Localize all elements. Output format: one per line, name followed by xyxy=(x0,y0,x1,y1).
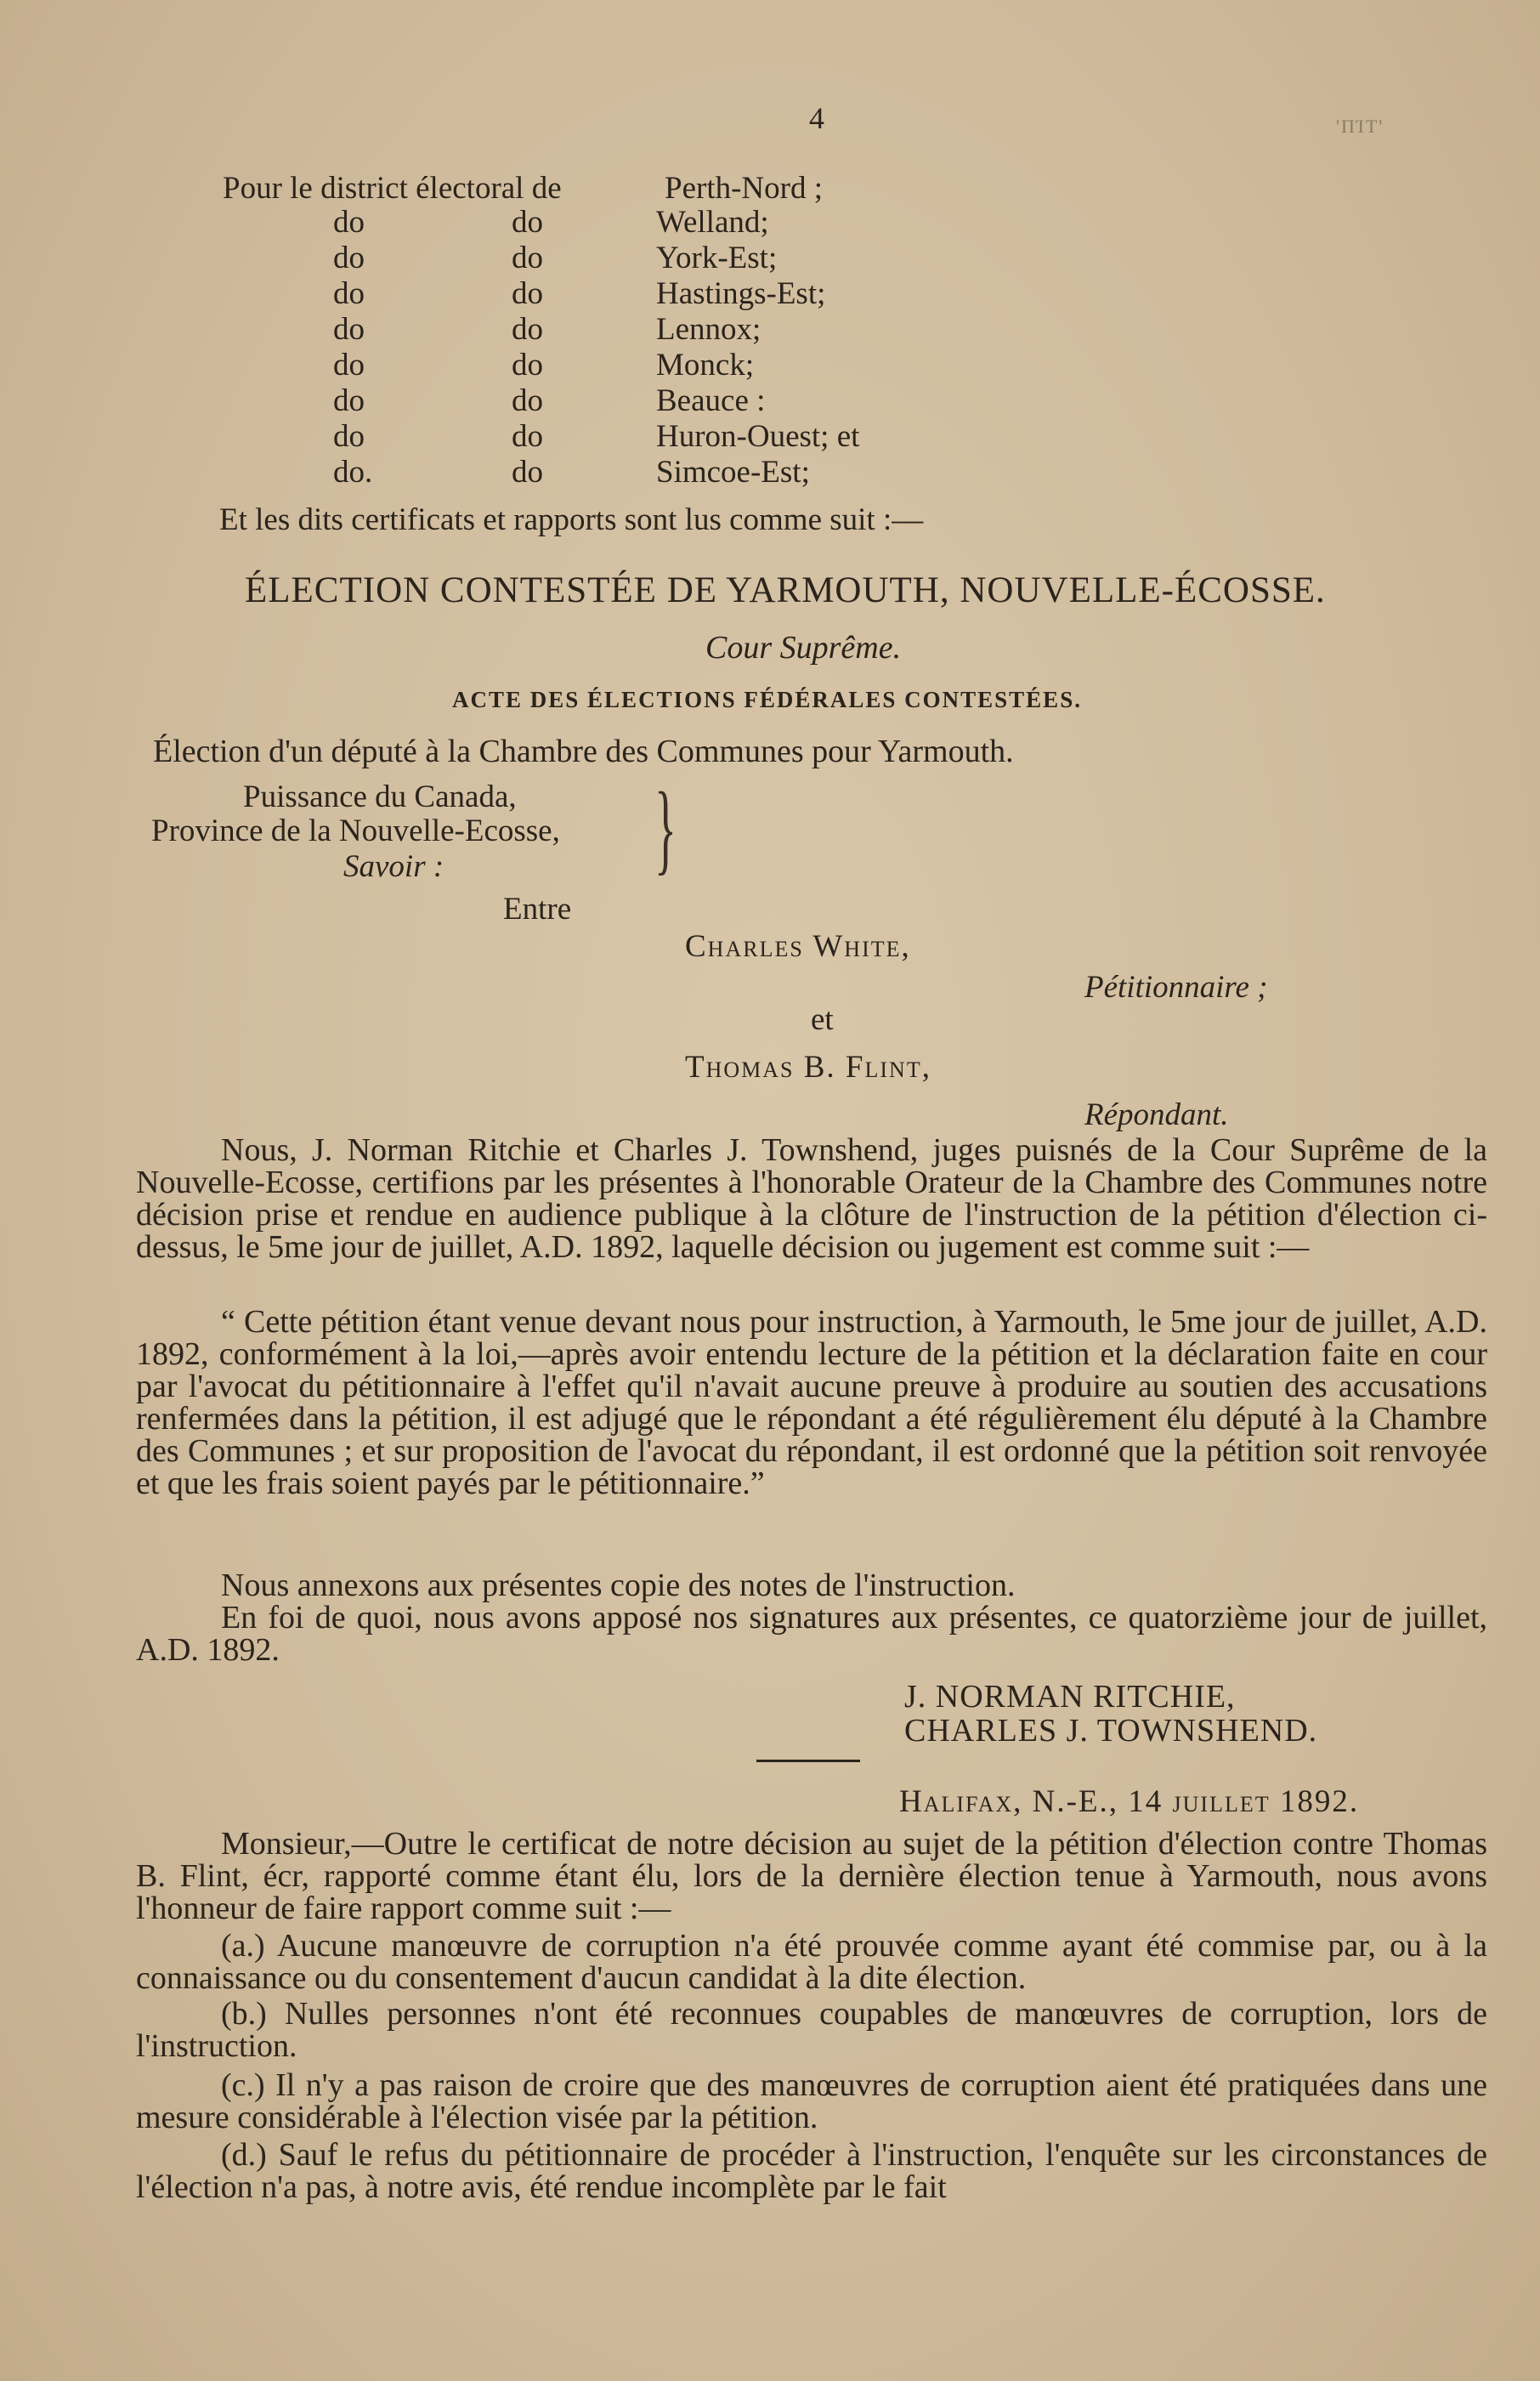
ditto-mark: do xyxy=(512,383,543,418)
letter-place-date: Halifax, N.-E., 14 juillet 1892. xyxy=(899,1784,1360,1819)
ditto-mark: do xyxy=(333,419,365,454)
separator-rule xyxy=(756,1760,860,1762)
district-name: Hastings-Est; xyxy=(656,276,826,311)
between-label: Entre xyxy=(503,892,572,927)
ditto-mark: do xyxy=(333,241,365,275)
ditto-mark: do xyxy=(333,312,365,347)
attestation-paragraph: En foi de quoi, nous avons apposé nos signatures aux présentes, ce quatorzième jour de juillet, A.D. 1892. xyxy=(136,1600,1487,1668)
brace-glyph: } xyxy=(654,771,677,884)
ditto-mark: do xyxy=(333,383,365,418)
letter-item-c: (c.) Il n'y a pas raison de croire que des manœuvres de corruption aient été pratiquées dans une mesure considérable à l'élection visée par la pétition. xyxy=(136,2067,1487,2135)
page-number: 4 xyxy=(809,101,824,135)
ditto-mark: do xyxy=(333,205,365,240)
annex-paragraph: Nous annexons aux présentes copie des notes de l'instruction. xyxy=(221,1567,1016,1603)
ditto-mark: do xyxy=(512,241,543,275)
election-line: Élection d'un député à la Chambre des Communes pour Yarmouth. xyxy=(153,734,1014,769)
ditto-mark: do xyxy=(333,348,365,383)
petitioner-name: Charles White, xyxy=(685,929,911,964)
letter-item-a: (a.) Aucune manœuvre de corruption n'a été prouvée comme ayant été commise par, ou à la connaissance ou du consentement d'aucun candidat à la dite élection. xyxy=(136,1928,1487,1996)
district-name: Simcoe-Est; xyxy=(656,455,810,490)
act-title: ACTE DES ÉLECTIONS FÉDÉRALES CONTESTÉES. xyxy=(452,687,1082,712)
letter-item-d: (d.) Sauf le refus du pétitionnaire de procéder à l'instruction, l'enquête sur les circonstances de l'élection n'a pas, à notre avis, été rendue incomplète par le fait xyxy=(136,2137,1487,2205)
jurisdiction-line: Puissance du Canada, xyxy=(243,779,517,814)
district-name: Lennox; xyxy=(656,312,762,347)
district-name: Perth-Nord ; xyxy=(665,171,823,206)
certificate-paragraph: Nous, J. Norman Ritchie et Charles J. Townshend, juges puisnés de la Cour Suprême de la Nouvelle-Ecosse, certifions par les présentes à l'honorable Orateur de la Chambre des Communes notre décision prise et rendue en audience publique à la clôture de l'instruction de la pétition d'élection ci-dessus, le 5me jour de juillet, A.D. 1892, laquelle décision ou jugement est comme suit :— xyxy=(136,1132,1487,1265)
district-name: Monck; xyxy=(656,348,755,383)
district-name: Beauce : xyxy=(656,383,766,418)
page-title: ÉLECTION CONTESTÉE DE YARMOUTH, NOUVELLE-ÉCOSSE. xyxy=(245,570,1326,610)
respondent-role: Répondant. xyxy=(1084,1097,1229,1132)
court-name: Cour Suprême. xyxy=(705,630,902,666)
district-prefix: Pour le district électoral de xyxy=(223,171,562,206)
letter-opening: Monsieur,—Outre le certificat de notre décision au sujet de la pétition d'élection contre Thomas B. Flint, écr, rapporté comme étant élu, lors de la dernière élection tenue à Yarmouth, nous avons l'honneur de faire rapport comme suit :— xyxy=(136,1826,1487,1926)
district-name: Huron-Ouest; et xyxy=(656,419,860,454)
districts-closing: Et les dits certificats et rapports sont lus comme suit :— xyxy=(219,502,924,537)
ditto-mark: do. xyxy=(333,455,373,490)
ditto-mark: do xyxy=(512,276,543,311)
jurisdiction-line: Savoir : xyxy=(343,849,444,884)
signature-townshend: CHARLES J. TOWNSHEND. xyxy=(904,1713,1318,1749)
ditto-mark: do xyxy=(512,205,543,240)
district-name: Welland; xyxy=(656,205,769,240)
signature-ritchie: J. NORMAN RITCHIE, xyxy=(904,1679,1236,1715)
jurisdiction-line: Province de la Nouvelle-Ecosse, xyxy=(151,814,560,848)
ditto-mark: do xyxy=(333,276,365,311)
letter-item-b: (b.) Nulles personnes n'ont été reconnues coupables de manœuvres de corruption, lors de l'instruction. xyxy=(136,1996,1487,2064)
ditto-mark: do xyxy=(512,348,543,383)
judgment-quote: “ Cette pétition étant venue devant nous pour instruction, à Yarmouth, le 5me jour de juillet, A.D. 1892, conformément à la loi,—après avoir entendu lecture de la pétition et la déclaration faite en cour par l'avocat du pétitionnaire à l'effet qu'il n'avait aucune preuve à produire au soutien des accusations renfermées dans la pétition, il est adjugé que le répondant a été régulièrement élu député à la Chambre des Communes ; et sur proposition de l'avocat du répondant, il est ordonné que la pétition soit renvoyée et que les frais soient payés par le pétitionnaire.” xyxy=(136,1304,1487,1501)
petitioner-role: Pétitionnaire ; xyxy=(1084,970,1268,1005)
district-name: York-Est; xyxy=(656,241,778,275)
and-label: et xyxy=(811,1002,834,1037)
ditto-mark: do xyxy=(512,455,543,490)
ditto-mark: do xyxy=(512,419,543,454)
ditto-mark: do xyxy=(512,312,543,347)
respondent-name: Thomas B. Flint, xyxy=(685,1050,931,1085)
corner-mark: 'ΠΊΤ' xyxy=(1336,116,1384,137)
